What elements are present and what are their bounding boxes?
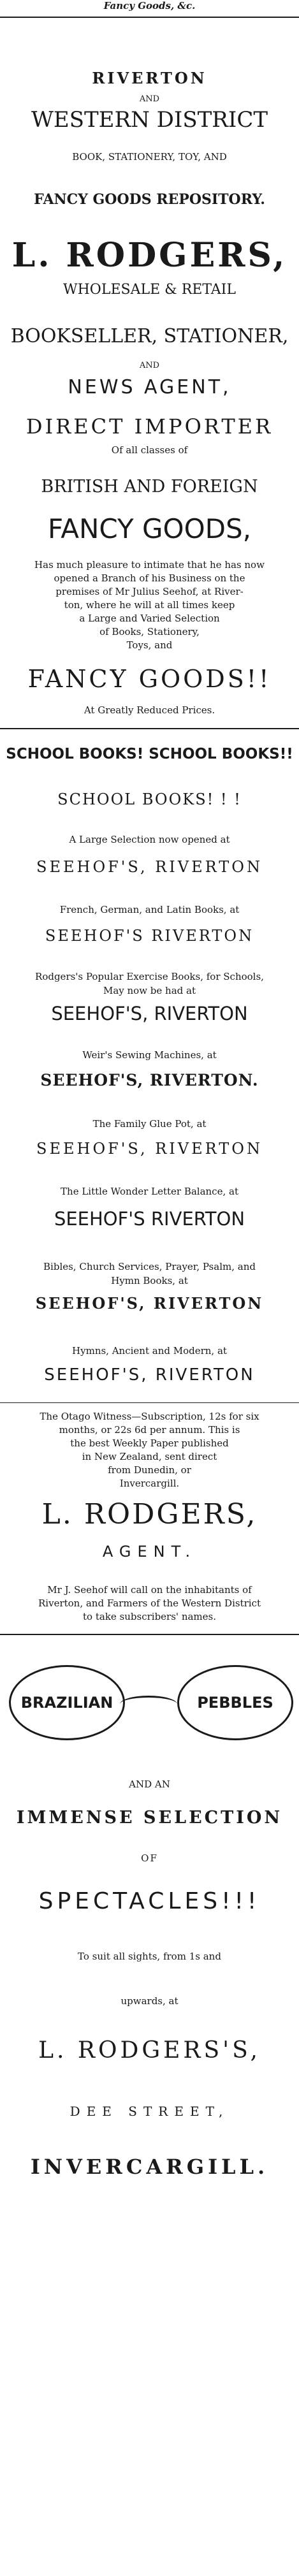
ad2-witness-line: Invercargill.	[119, 1478, 180, 1489]
ad3-dee-street: DEE STREET,	[69, 2104, 230, 2119]
ad2-agent: AGENT.	[102, 1543, 197, 1561]
ad1-line-riverton: RIVERTON	[92, 69, 207, 87]
ad2-s6-name: SEEHOF'S RIVERTON	[54, 1208, 245, 1230]
ad3-rodgers: L. RODGERS'S,	[38, 2037, 261, 2063]
ad2-call-line: Mr J. Seehof will call on the inhabitants of	[47, 1584, 252, 1596]
ad2-call-line: to take subscribers' names.	[83, 1611, 216, 1622]
ad1-paragraph-line: Has much pleasure to intimate that he has now	[34, 559, 265, 571]
ad1-line-western-district: WESTERN DISTRICT	[31, 107, 268, 133]
ad2-witness-line: months, or 22s 6d per annum. This is	[59, 1424, 240, 1436]
ad1-paragraph-line: opened a Branch of his Business on the	[54, 572, 245, 584]
ad2-s7-name: SEEHOF'S, RIVERTON	[35, 1294, 264, 1313]
ad2-s7-line2: Hymn Books, at	[111, 1275, 188, 1286]
ad1-paragraph-line: Toys, and	[126, 639, 173, 651]
ad1-line-book-stationery: BOOK, STATIONERY, TOY, AND	[72, 151, 227, 163]
ad1-line-bookseller: BOOKSELLER, STATIONER,	[10, 325, 289, 347]
ad2-witness-paragraph	[0, 1410, 299, 1490]
ad2-s2-line: French, German, and Latin Books, at	[59, 904, 240, 915]
ad1-line-wholesale: WHOLESALE & RETAIL	[63, 282, 236, 298]
ad1-line-news-agent: NEWS AGENT,	[68, 376, 231, 398]
ad2-witness-line: The Otago Witness—Subscription, 12s for six	[40, 1411, 259, 1422]
ad2-s4-name: SEEHOF'S, RIVERTON.	[40, 1071, 259, 1089]
ad2-s6-line: The Little Wonder Letter Balance, at	[61, 1186, 238, 1197]
ad1-line-fancy-goods-2: FANCY GOODS!!	[27, 665, 272, 693]
ad2-s3-line2: May now be had at	[103, 985, 196, 996]
ad1-paragraph-line: ton, where he will at all times keep	[64, 599, 235, 611]
ad3-immense-selection: IMMENSE SELECTION	[16, 1808, 283, 1828]
ad2-agent-name: L. RODGERS,	[41, 1498, 258, 1531]
ad3-and-an: AND AN	[129, 1779, 170, 1790]
ad1-line-and-2: AND	[139, 361, 160, 370]
ad2-s7-line1: Bibles, Church Services, Prayer, Psalm, and	[43, 1261, 256, 1272]
ad1-paragraph-line: of Books, Stationery,	[99, 626, 200, 637]
section-header: Fancy Goods, &c.	[103, 0, 196, 11]
ad2-s3-line1: Rodgers's Popular Exercise Books, for Schools,	[35, 971, 264, 982]
ad2-s8-line: Hymns, Ancient and Modern, at	[72, 1345, 227, 1357]
ad2-witness-line: in New Zealand, sent direct	[82, 1451, 217, 1462]
ad1-line-of-all-classes: Of all classes of	[111, 444, 188, 456]
ad3-of: OF	[141, 1852, 158, 1864]
ad2-s5-line: The Family Glue Pot, at	[92, 1118, 207, 1130]
ad1-line-fancy-goods-repository: FANCY GOODS REPOSITORY.	[34, 191, 265, 208]
ad-separator-rule	[0, 728, 299, 729]
ad2-s8-name: SEEHOF'S, RIVERTON	[44, 1365, 255, 1385]
ad2-witness-line: from Dunedin, or	[108, 1464, 191, 1476]
witness-rule	[0, 1402, 299, 1403]
ad2-witness-line: the best Weekly Paper published	[70, 1437, 229, 1449]
ad3-upwards: upwards, at	[120, 1995, 179, 2007]
ad2-s4-line: Weir's Sewing Machines, at	[82, 1049, 217, 1061]
ad1-line-direct-importer: DIRECT IMPORTER	[26, 414, 273, 439]
ad3-suit-all-sights: To suit all sights, from 1s and	[78, 1951, 221, 1962]
ad2-call-paragraph	[0, 1583, 299, 1624]
ad2-s5-name: SEEHOF'S, RIVERTON	[36, 1140, 263, 1158]
ad2-s3-name: SEEHOF'S, RIVERTON	[51, 1003, 248, 1024]
ad1-line-reduced-prices: At Greatly Reduced Prices.	[84, 704, 215, 716]
ad1-line-and: AND	[139, 94, 160, 104]
ad3-spectacles: SPECTACLES!!!	[38, 1888, 261, 1914]
ad2-school-books-2: SCHOOL BOOKS! ! !	[57, 790, 242, 808]
ad1-paragraph-line: a Large and Varied Selection	[79, 613, 220, 624]
ad3-invercargill: INVERCARGILL.	[30, 2155, 269, 2179]
ad2-s1-line: A Large Selection now opened at	[69, 834, 230, 845]
ad1-paragraph	[0, 558, 299, 652]
lens-left-label: BRAZILIAN	[20, 1694, 113, 1712]
ad-separator-rule-2	[0, 1634, 299, 1635]
ad2-call-line: Riverton, and Farmers of the Western District	[38, 1597, 261, 1609]
ad2-s2-name: SEEHOF'S RIVERTON	[45, 927, 254, 945]
ad1-line-british-foreign: BRITISH AND FOREIGN	[41, 477, 258, 497]
ad1-paragraph-line: premises of Mr Julius Seehof, at River-	[55, 586, 244, 597]
lens-right-label: PEBBLES	[197, 1694, 273, 1712]
right-lens-icon	[177, 1665, 293, 1740]
ad2-s1-name: SEEHOF'S, RIVERTON	[36, 858, 263, 876]
ad1-line-fancy-goods: FANCY GOODS,	[47, 513, 252, 544]
ad1-name: L. RODGERS,	[11, 236, 288, 275]
header-rule	[0, 17, 299, 18]
left-lens-icon	[9, 1665, 125, 1740]
ad2-school-books-headline: SCHOOL BOOKS! SCHOOL BOOKS!!	[6, 746, 293, 762]
spectacle-bridge-icon	[120, 1696, 177, 1713]
